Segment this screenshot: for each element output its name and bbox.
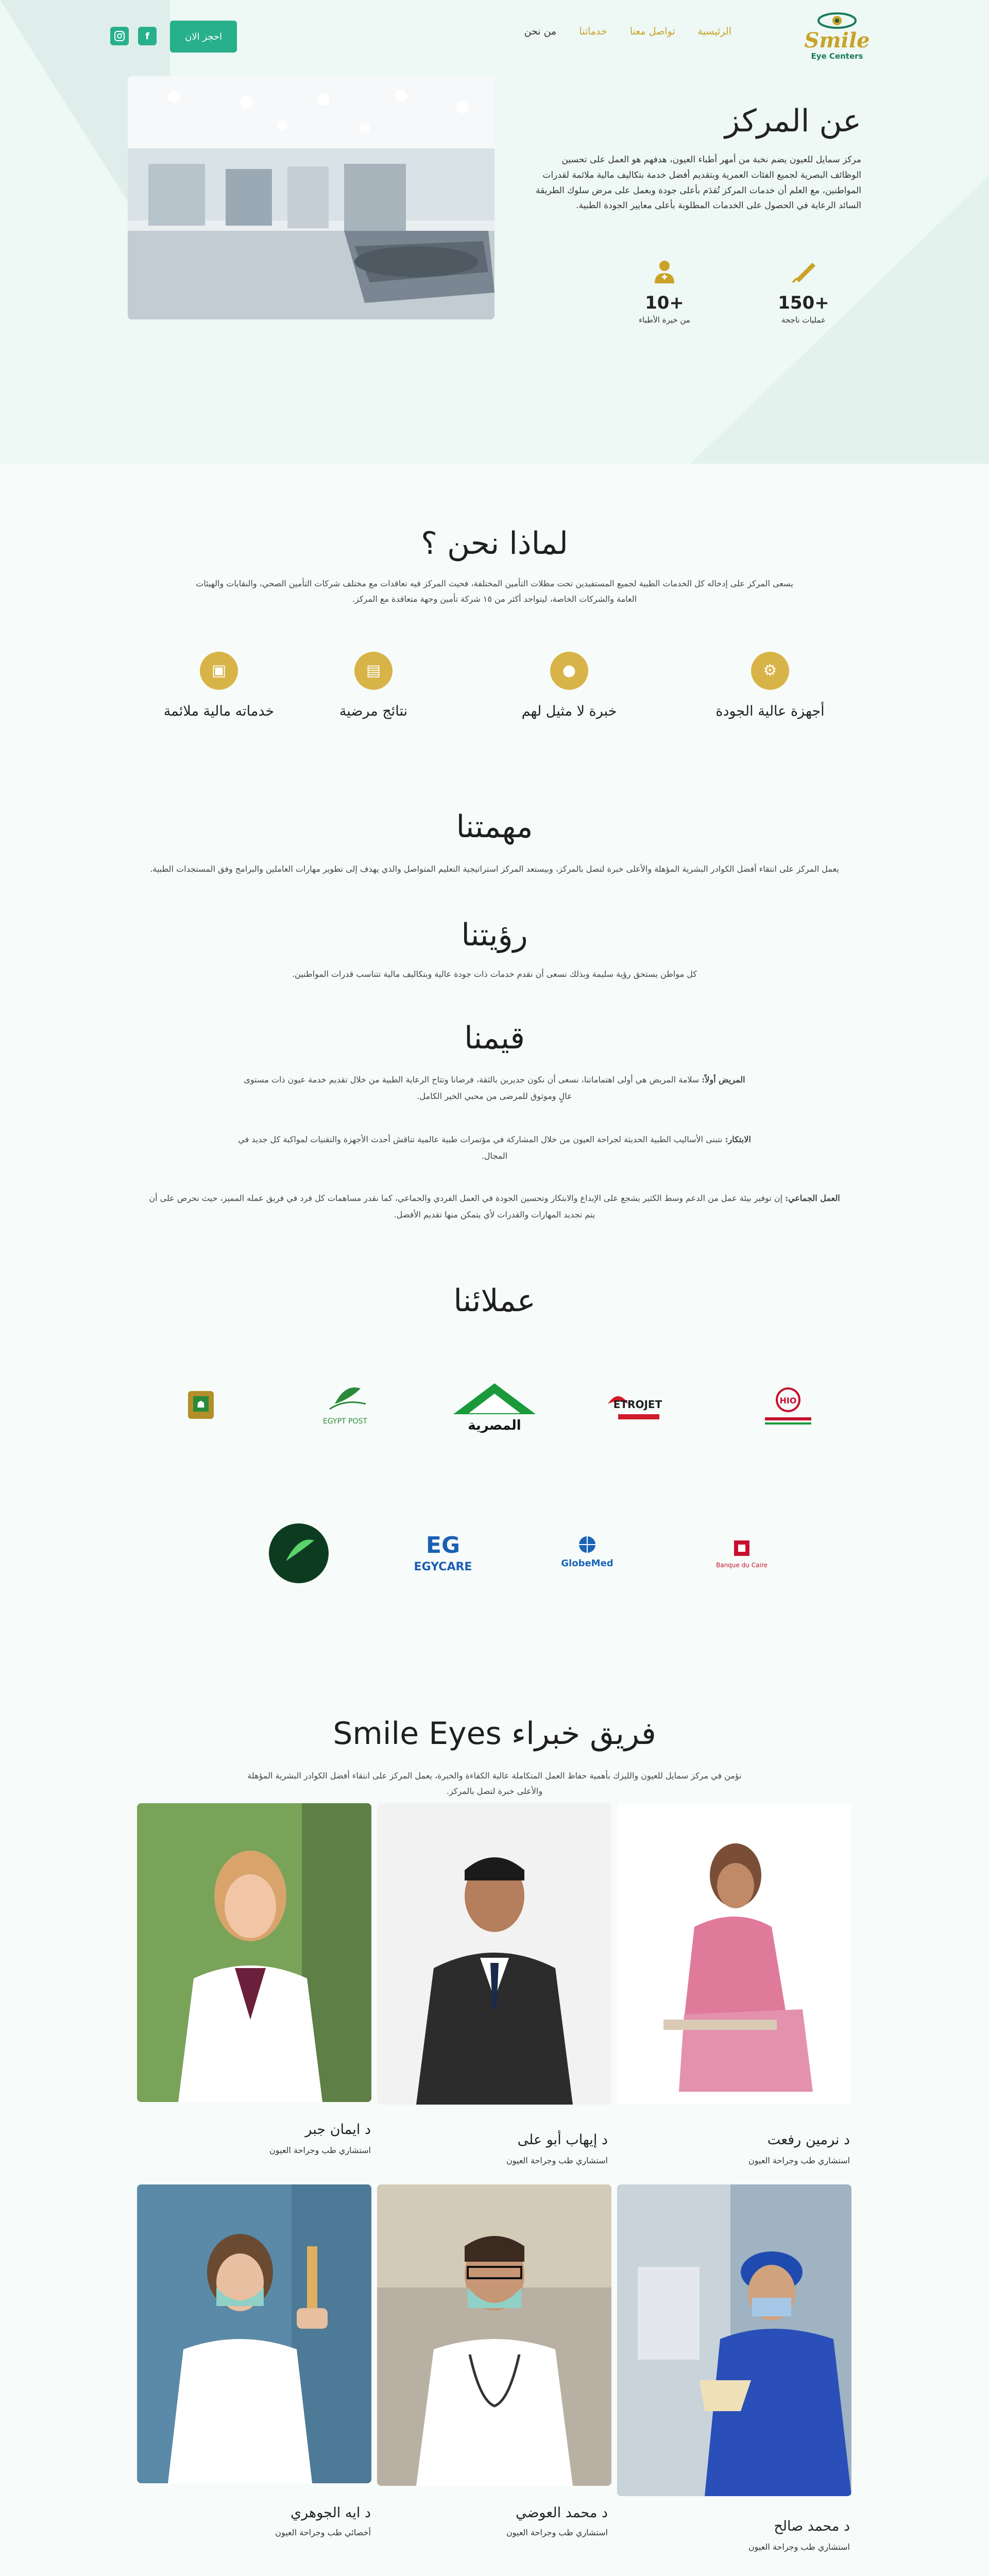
stat-doctors: [623, 258, 706, 325]
device-icon: ⚙: [751, 652, 789, 690]
feature-title: خدماته مالية ملائمة: [163, 703, 275, 719]
doctor-photo: [137, 2184, 371, 2483]
svg-text:HIO: HIO: [779, 1396, 797, 1405]
doctor-name: د محمد صالح: [774, 2518, 850, 2534]
stat-operations: [762, 258, 845, 325]
value-item: [237, 1131, 752, 1164]
doctor-photo: [377, 1803, 611, 2105]
feature-card: [299, 652, 448, 719]
mission-text: يعمل المركز على انتقاء أفضل الكوادر البشرية المؤهلة والأعلى خبرة لتصل بالمركز، وبيستعد المركز استراتيجية التعليم المتواصل والذي يهدف إلى تطوير مهارات العاملين والبرامج وفق المستجدات الطبية.: [150, 864, 839, 874]
feature-card: [144, 652, 294, 719]
clients-title: عملائنا: [453, 1283, 536, 1319]
vision-text: كل مواطن يستحق رؤية سليمة وبذلك نسعى أن نقدم خدمات ذات جودة عالية وبتكاليف مالية تتناسب قدرات المواطنين.: [292, 969, 697, 979]
document-icon: ▤: [354, 652, 393, 690]
value-item: [144, 1190, 845, 1223]
client-logo: [155, 1368, 247, 1445]
client-logo: [299, 1368, 391, 1445]
svg-text:Banque du Caire: Banque du Caire: [716, 1562, 768, 1569]
team-title: فريق خبراء Smile Eyes: [333, 1716, 656, 1752]
nav-item-home[interactable]: الرئيسية: [697, 26, 731, 37]
feature-card: [494, 652, 644, 719]
svg-text:Eye Centers: Eye Centers: [811, 52, 863, 61]
user-icon: ●: [550, 652, 588, 690]
client-logo: [742, 1368, 834, 1445]
doctor-name: د محمد العوضي: [516, 2505, 608, 2521]
svg-text:Smile: Smile: [804, 28, 870, 53]
svg-text:ETROJET: ETROJET: [613, 1398, 662, 1411]
client-logo: [397, 1515, 489, 1592]
client-logo: [252, 1515, 345, 1592]
doctor-name: د نرمين رفعت: [767, 2132, 850, 2148]
value-text: سلامة المريض هي أولى اهتماماتنا، نسعى أن نكون جديرين بالثقة، فرضانا وتتاح الرعاية الطبية من خلال تقديم خدمة عيون ذات مستوى عالٍ وموثوق للمرضى من محبي الخير الكامل.: [244, 1075, 700, 1101]
value-head: المريض أولاً:: [702, 1075, 745, 1084]
book-now-button[interactable]: احجز الان: [170, 21, 237, 53]
doctor-icon: [651, 258, 678, 285]
value-head: العمل الجماعي:: [785, 1193, 840, 1203]
doctor-role: استشاري طب وجراحة العيون: [269, 2145, 371, 2155]
doctor-role: استشاري طب وجراحة العيون: [506, 2528, 608, 2537]
doctor-role: استشاري طب وجراحة العيون: [506, 2156, 608, 2165]
money-icon: ▣: [200, 652, 238, 690]
clinic-photo: [128, 76, 494, 319]
nav-item-about[interactable]: من نحن: [524, 26, 557, 37]
nav-item-services[interactable]: خدماتنا: [579, 26, 607, 37]
client-logo: [587, 1368, 680, 1445]
team-subtitle: نؤمن في مركز سمايل للعيون والليزك بأهمية حفاظ العمل المتكاملة عالية الكفاءة والخبرة، يعمل المركز على انتقاء أفضل الكوادر البشرية المؤهلة والأعلى خبرة لتصل بالمركز.: [247, 1771, 742, 1797]
svg-text:☗: ☗: [196, 1399, 206, 1410]
nav-item-contact[interactable]: تواصل معنا: [629, 26, 675, 37]
header-social-links: [110, 27, 157, 45]
mission-title: مهمتنا: [456, 809, 533, 845]
value-text: إن توفير بيئة عمل من الدعم وسط الكثير يشجع على الإبداع والابتكار وتحسين الجودة في العمل الفردي والجماعي، كما نقدر مساهمات كل فرد في فريق عمله المميز، حيث نحرص على أن يتم تجديد المهارات والقدرات لأي يتمكن منها تقديم الأفضل.: [149, 1193, 783, 1219]
doctor-role: أخصائي طب وجراحة العيون: [275, 2528, 371, 2537]
doctor-name: د إيهاب أبو على: [517, 2132, 608, 2148]
main-nav: [524, 26, 731, 37]
svg-text:EGYCARE: EGYCARE: [414, 1561, 472, 1573]
why-text: يسعى المركز على إدخاله كل الخدمات الطبية لجميع المستفيدين تحت مظلات التأمين المختلفة، فحيث المركز فيه تعاقدات مع مختلف شركات التأمين الصحي، والنقابات والهيئات العامة والشركات الخاصة، ليتواجد أكثر من ١٥ شركة تأمين وجهة متعاقدة مع المركز.: [196, 579, 793, 604]
stat-value: +10: [645, 293, 684, 313]
doctor-role: استشاري طب وجراحة العيون: [748, 2542, 850, 2552]
feature-title: نتائج مرضية: [339, 703, 408, 719]
facebook-icon[interactable]: f: [138, 27, 157, 45]
doctor-photo: [617, 1803, 851, 2105]
svg-text:EGYPT POST: EGYPT POST: [323, 1417, 367, 1426]
value-head: الابتكار:: [725, 1134, 751, 1144]
client-logo: [541, 1515, 634, 1592]
doctor-photo: [617, 2184, 851, 2496]
about-title: عن المركز: [725, 103, 861, 139]
vision-title: رؤيتنا: [461, 917, 528, 953]
client-logo: [695, 1515, 788, 1592]
feature-title: أجهزة عالية الجودة: [715, 703, 825, 719]
svg-text:EG: EG: [425, 1532, 461, 1558]
about-text: مركز سمايل للعيون يضم نخبة من أمهر أطباء العيون، هدفهم هو العمل على تحسين الوظائف البصرية لجميع الفئات العمرية وبتقديم أفضل خدمة بتكاليف مالية ملائمة لقدرات المواطنين، مع العلم أن خدمات المركز تُقدَم بأعلى جودة وبعمل على مرض سلوك الطريقة السائد الرعاية في الحصول على الخدمات المطلوبة بأعلى معايير الجودة الطبية.: [536, 155, 861, 211]
stat-value: +150: [778, 293, 829, 313]
stat-label: عمليات ناجحة: [781, 315, 826, 325]
doctor-photo: [137, 1803, 371, 2102]
svg-text:GlobeMed: GlobeMed: [561, 1558, 613, 1569]
doctor-photo: [377, 2184, 611, 2486]
feature-title: خبرة لا مثيل لهم: [521, 703, 617, 719]
value-text: نتبنى الأساليب الطبية الحديثة لجراحة العيون من خلال المشاركة في مؤتمرات طبية عالمية تناقش أحدث الأجهزة والتقنيات لمواكبة كل جديد في المجال.: [238, 1134, 723, 1161]
svg-text:المصرية: المصرية: [468, 1418, 521, 1433]
doctor-name: د ايمان جبر: [305, 2122, 371, 2138]
feature-card: [695, 652, 845, 719]
value-item: [237, 1072, 752, 1105]
syringe-icon: [790, 258, 817, 285]
instagram-icon[interactable]: [110, 27, 129, 45]
stat-label: من خيرة الأطباء: [639, 315, 690, 325]
doctor-role: استشاري طب وجراحة العيون: [748, 2156, 850, 2165]
why-title: لماذا نحن ؟: [421, 526, 568, 562]
values-title: قيمنا: [464, 1020, 525, 1056]
site-logo[interactable]: [804, 7, 871, 64]
doctor-name: د ايه الجوهري: [290, 2505, 371, 2521]
client-logo: [448, 1368, 541, 1445]
